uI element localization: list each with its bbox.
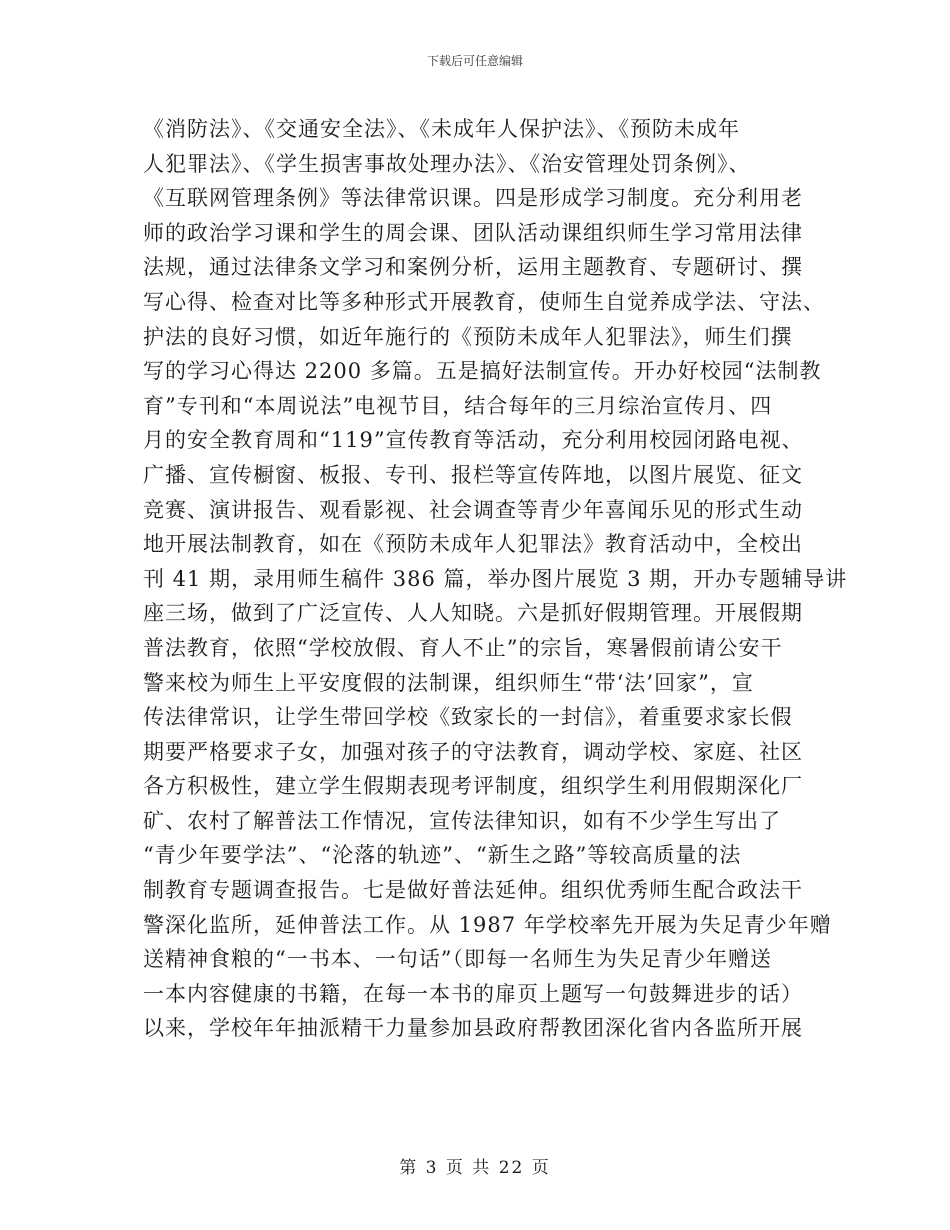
text-line: 法规，通过法律条文学习和案例分析，运用主题教育、专题研讨、撰	[143, 255, 803, 280]
text-line: “青少年要学法”、“沦落的轨迹”、“新生之路”等较高质量的法	[143, 843, 742, 868]
text-line: 护法的良好习惯，如近年施行的《预防未成年人犯罪法》，师生们撰	[143, 324, 793, 349]
text-line: 刊 41 期，录用师生稿件 386 篇，举办图片展览 3 期，开办专题辅导讲	[143, 566, 848, 591]
text-line: 期要严格要求子女，加强对孩子的守法教育，调动学校、家庭、社区	[143, 739, 803, 764]
body-text	[143, 112, 848, 1046]
page-number-footer: 第 3 页 共 22 页	[399, 1158, 551, 1178]
text-line: 《互联网管理条例》等法律常识课。四是形成学习制度。充分利用老	[143, 186, 803, 211]
text-line: 送精神食粮的“一书本、一句话”（即每一名师生为失足青少年赠送	[143, 947, 772, 972]
text-line: 育”专刊和“本周说法”电视节目，结合每年的三月综治宣传月、四	[143, 393, 773, 418]
text-line: 人犯罪法》、《学生损害事故处理办法》、《治安管理处罚条例》、	[143, 151, 751, 176]
text-line: 师的政治学习课和学生的周会课、团队活动课组织师生学习常用法律	[143, 220, 803, 245]
text-line: 写的学习心得达 2200 多篇。五是搞好法制宣传。开办好校园“法制教	[143, 359, 822, 384]
text-line: 一本内容健康的书籍，在每一本书的扉页上题写一句鼓舞进步的话）	[143, 981, 803, 1006]
text-line: 制教育专题调查报告。七是做好普法延伸。组织优秀师生配合政法干	[143, 878, 803, 903]
text-line: 《消防法》、《交通安全法》、《未成年人保护法》、《预防未成年	[143, 117, 740, 141]
text-line: 传法律常识，让学生带回学校《致家长的一封信》，着重要求家长假	[143, 705, 793, 730]
text-line: 警深化监所，延伸普法工作。从 1987 年学校率先开展为失足青少年赠	[143, 912, 832, 937]
text-line: 地开展法制教育，如在《预防未成年人犯罪法》教育活动中，全校出	[143, 532, 803, 557]
text-line: 警来校为师生上平安度假的法制课，组织师生“带‘法’回家”，宣	[143, 670, 754, 695]
page-header: 下载后可任意编辑	[426, 54, 523, 68]
text-line: 写心得、检查对比等多种形式开展教育，使师生自觉养成学法、守法、	[143, 289, 825, 314]
text-line: 各方积极性，建立学生假期表现考评制度，组织学生利用假期深化厂	[143, 774, 803, 799]
text-line: 座三场，做到了广泛宣传、人人知晓。六是抓好假期管理。开展假期	[143, 601, 803, 626]
text-line: 矿、农村了解普法工作情况，宣传法律知识，如有不少学生写出了	[143, 808, 781, 833]
text-line: 月的安全教育周和“119”宣传教育等活动，充分利用校园闭路电视、	[143, 428, 804, 453]
text-line: 竞赛、演讲报告、观看影视、社会调查等青少年喜闻乐见的形式生动	[143, 497, 803, 522]
text-line: 以来，学校年年抽派精干力量参加县政府帮教团深化省内各监所开展	[143, 1016, 803, 1041]
text-line: 普法教育，依照“学校放假、育人不止”的宗旨，寒暑假前请公安干	[143, 635, 783, 660]
text-line: 广播、宣传橱窗、板报、专刊、报栏等宣传阵地，以图片展览、征文	[143, 462, 803, 487]
